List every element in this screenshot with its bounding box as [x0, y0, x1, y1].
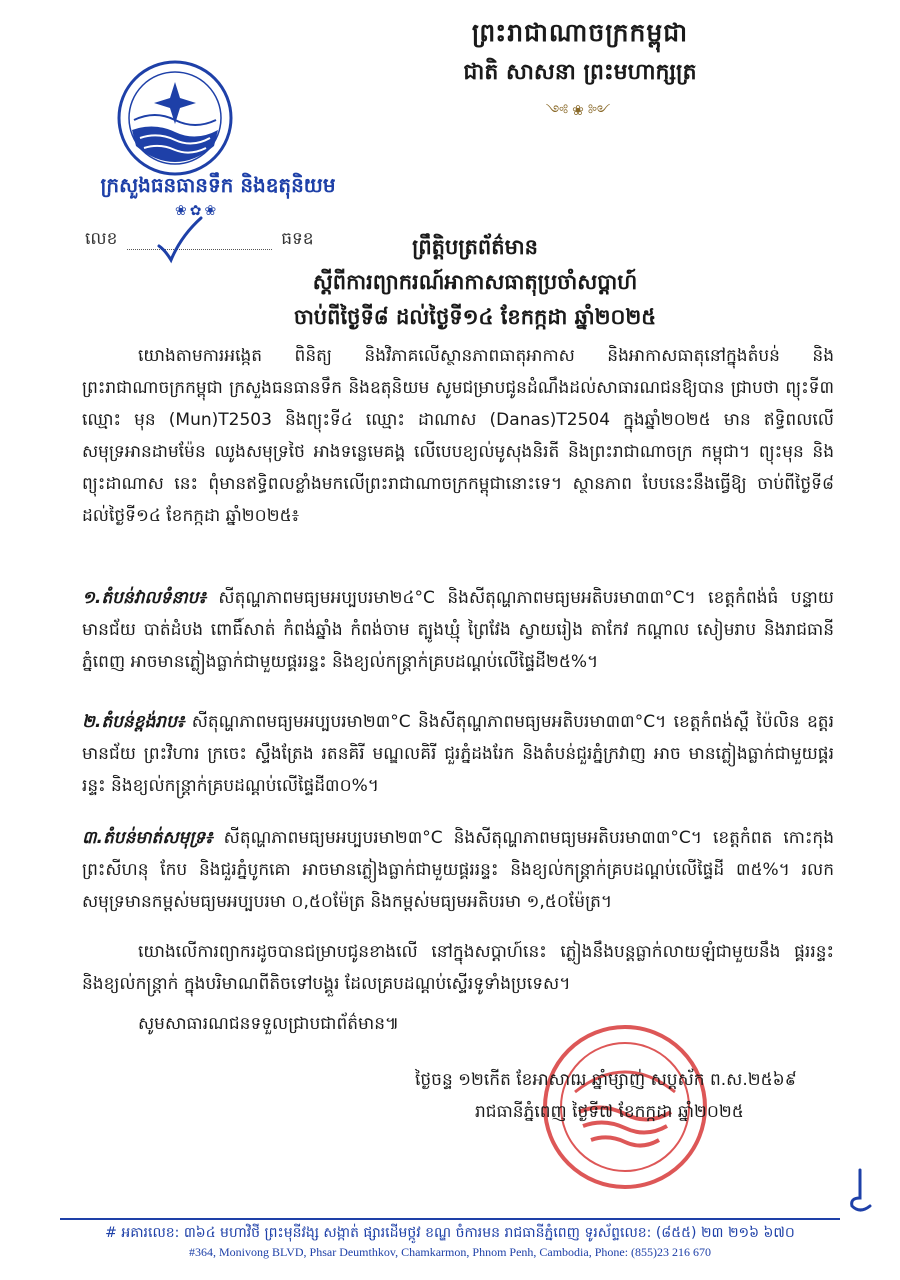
ministry-logo [110, 58, 240, 178]
coastal-text: សីតុណ្ហភាពមធ្យមអប្បបរមា២៣°C និងសីតុណ្ហភាពមធ្យមអតិបរមា៣៣°C។ ខេត្តកំពត កោះកុង ព្រះសីហនុ កែប និងជួរភ្នំបូកគោ អាចមានភ្លៀងធ្លាក់ជាមួយផ្គររន្ទះ និងខ្យល់កន្ត្រាក់គ្របដណ្តប់លើផ្ទៃដី ៣៥%។ រលកសមុទ្រមានកម្ពស់មធ្យមអប្បបរមា ០,៥០ម៉ែត្រ និងកម្ពស់មធ្យមអតិបរមា ១,៥០ម៉ែត្រ។ [82, 828, 834, 912]
lowland-label: ១.តំបន់វាលទំនាប៖ [82, 588, 206, 608]
coastal-label: ៣.តំបន់មាត់សមុទ្រ៖ [82, 828, 213, 848]
ministry-ornament: ❀✿❀ [175, 203, 220, 219]
footer-address-khmer: # អគារលេខ: ៣៦៤ មហាវិថី ព្រះមុនីវង្ស សង្កាត់ ផ្សារដើមថ្កូវ ខណ្ឌ ចំការមន រាជធានីភ្នំពេញ ទូរស័ព្ទលេខ: (៨៥៥) ២៣ ២១៦ ៦៧០ [105, 1225, 795, 1241]
signature-mark [840, 1168, 880, 1214]
handwritten-check-mark [155, 216, 205, 264]
coastal-paragraph [82, 822, 834, 918]
intro-paragraph: យោងតាមការអង្កេត ពិនិត្យ និងវិភាគលើស្ថានភាពធាតុអាកាស និងអាកាសធាតុនៅក្នុងតំបន់ និង ព្រះរាជាណាចក្រកម្ពុជា ក្រសួងធនធានទឹក និងឧតុនិយម សូមជម្រាបជូនដំណឹងដល់សាធារណជនឱ្យបាន ជ្រាបថា ព្យុះទី៣ ឈ្មោះ មុន (Mun)T2503 និងព្យុះទី៤ ឈ្មោះ ដាណាស (Danas)T2504 ក្នុងឆ្នាំ២០២៥ មាន ឥទ្ធិពលលើសមុទ្រអានដាមម៉ែន ឈូងសមុទ្រថៃ អាងទន្លេមេគង្គ លើបេបខ្យល់មូសុងនិរតី និងព្រះរាជាណាចក្រ កម្ពុជា។ ព្យុះមុន និងព្យុះដាណាស នេះ ពុំមានឥទ្ធិពលខ្លាំងមកលើព្រះរាជាណាចក្រកម្ពុជានោះទេ។ ស្ថានភាព បែបនេះនឹងធ្វើឱ្យ ចាប់ពីថ្ងៃទី៨ ដល់ថ្ងៃទី១៤ ខែកក្កដា ឆ្នាំ២០២៥៖ [82, 346, 834, 526]
gregorian-date: រាជធានីភ្នំពេញ ថ្ងៃទី៧ ខែកក្កដា ឆ្នាំ២០២៥ [475, 1102, 744, 1122]
title-line-1: ព្រឹត្តិបត្រព័ត៌មាន [412, 235, 538, 259]
summary-paragraph: យោងលើការព្យាករដូចបានជម្រាបជូនខាងលើ នៅក្នុងសប្តាហ៍នេះ ភ្លៀងនឹងបន្តធ្លាក់លាយឡំជាមួយនឹង ផ្គររន្ទះ និងខ្យល់កន្ត្រាក់ ក្នុងបរិមាណពីតិចទៅបង្គួរ ដែលគ្របដណ្តប់ស្ទើរទូទាំងប្រទេស។ [82, 942, 834, 994]
highland-text: សីតុណ្ហភាពមធ្យមអប្បបរមា២៣°C និងសីតុណ្ហភាពមធ្យមអតិបរមា៣៣°C។ ខេត្តកំពង់ស្ពឺ ប៉ៃលិន ឧត្តរមានជ័យ ព្រះវិហារ ក្រចេះ ស្ទឹងត្រែង រតនគិរី មណ្ឌលគិរី ជួរភ្នំដងរែក និងតំបន់ជួរភ្នំក្រវាញ អាច មានភ្លៀងធ្លាក់ជាមួយផ្គររន្ទះ និងខ្យល់កន្ត្រាក់គ្របដណ្តប់លើផ្ទៃដី៣០%។ [82, 712, 834, 796]
lowland-text: សីតុណ្ហភាពមធ្យមអប្បបរមា២៤°C និងសីតុណ្ហភាពមធ្យមអតិបរមា៣៣°C។ ខេត្តកំពង់ធំ បន្ទាយមានជ័យ បាត់ដំបង ពោធិ៍សាត់ កំពង់ឆ្នាំង កំពង់ចាម ត្បូងឃ្មុំ ព្រៃវែង ស្វាយរៀង តាកែវ កណ្តាល សៀមរាប និងរាជធានីភ្នំពេញ អាចមានភ្លៀងធ្លាក់ជាមួយផ្គររន្ទះ និងខ្យល់កន្ត្រាក់គ្របដណ្តប់លើផ្ទៃដី២៥%។ [82, 588, 834, 672]
reference-label: លេខ [85, 229, 118, 249]
ministry-name: ក្រសួងធនធានទឹក និងឧតុនិយម [100, 173, 336, 197]
ornament-divider: ༺❀༻ [545, 103, 615, 119]
footer-address-english: #364, Monivong BLVD, Phsar Deumthkov, Chamkarmon, Phnom Penh, Cambodia, Phone: (855)23 216 670 [188, 1245, 712, 1259]
kingdom-heading [330, 18, 830, 134]
closing-line: សូមសាធារណជនទទួលជ្រាបជាព័ត៌មាន៕ [138, 1014, 400, 1034]
footer-divider [60, 1218, 840, 1220]
reference-suffix: ធទឧ [281, 229, 314, 249]
lowland-paragraph [82, 582, 834, 678]
highland-label: ២.តំបន់ខ្ពង់រាប៖ [82, 712, 185, 732]
national-motto: ជាតិ សាសនា ព្រះមហាក្សត្រ [463, 60, 697, 85]
title-line-3: ចាប់ពីថ្ងៃទី៨ ដល់ថ្ងៃទី១៤ ខែកក្កដា ឆ្នាំ២០២៥ [293, 305, 657, 329]
dateline [415, 1064, 855, 1128]
kingdom-name: ព្រះរាជាណាចក្រកម្ពុជា [471, 18, 689, 47]
title-line-2: ស្តីពីការព្យាករណ៍អាកាសធាតុប្រចាំសប្តាហ៍ [312, 270, 638, 294]
lunar-date: ថ្ងៃចន្ទ ១២កើត ខែអាសាឍ ឆ្នាំម្សាញ់ សប្តស័ក ព.ស.២៥៦៩ [415, 1070, 797, 1090]
bulletin-title [200, 234, 750, 335]
highland-paragraph [82, 706, 834, 802]
